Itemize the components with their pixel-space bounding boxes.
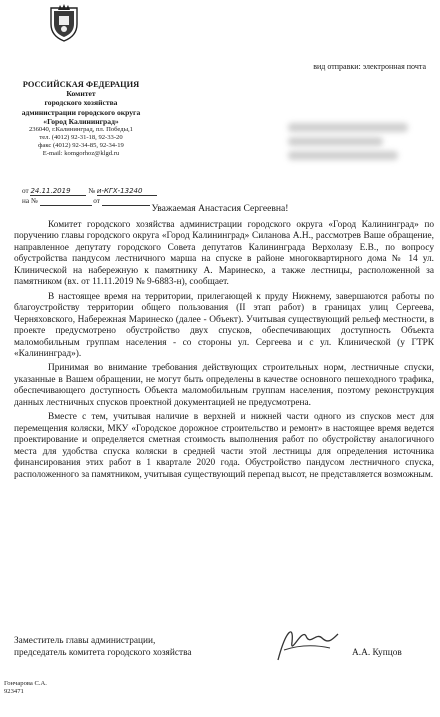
reference-prefix: на № <box>22 197 38 205</box>
paragraph: Вместе с тем, учитывая наличие в верхней и нижней части одного из спусков мест для перемещения коляски, МКУ «Городское дорожное строительство и ремонт» в настоящее время ведется проектирование и определяется сметная стоимость выполнения работ по обустройству аналогичного места для удобства спуска коляски в средней части этой лестницы для определения источника финансирования этих работ в 1 квартале 2020 года. Обустройство пандусом лестничного спуска, расположенного за памятником, учитывая существующий перепад высот, не представляется возможным. <box>14 412 434 480</box>
paragraph: Комитет городского хозяйства администрации городского округа «Город Калининград» по поручению главы городского округа «Город Калининград» Силанова А.Н., рассмотрев Ваше обращение, направленное депутату городского Совета депутатов Калининграда Верхолазу Е.В., по вопросу обустройства пандусом лестничного марша на спуске в районе многоквартирного дома № 14 ул. Клинической на набережную к памятнику А. Маринеско, а также лестницы, расположенной за памятником (вх. от 11.11.2019 № 9-6883-н), сообщает. <box>14 220 434 288</box>
letter-body <box>14 220 434 484</box>
city-coat-of-arms-icon <box>48 4 80 42</box>
org-line: городского хозяйства <box>44 98 118 108</box>
country-name: РОССИЙСКАЯ ФЕДЕРАЦИЯ <box>22 80 140 89</box>
org-line: Комитет <box>66 89 96 99</box>
org-line: администрации городского округа <box>21 107 141 117</box>
salutation: Уважаемая Анастасия Сергеевна! <box>151 203 289 214</box>
reference-from: от <box>93 197 100 205</box>
executor-phone: 923471 <box>4 688 24 696</box>
letterhead <box>6 80 156 158</box>
paragraph: В настоящее время на территории, прилегающей к пруду Нижнему, завершаются работы по благоустройству территории общего пользования (II этап работ) в границах улиц Сергеева, Черняховского, Набережная Маринеско (далее - Объект). Учитывая существующий рельеф местности, в проекте предусмотрено обустройство двух спусков, обеспечивающих доступность Объекта маломобильным группам населения - со стороны ул. Сергеева и с ул. Клинической (у ГТРК «Калининград»). <box>14 291 434 359</box>
phone-line: тел. (4012) 92-31-18, 92-33-20 <box>39 134 123 142</box>
handwritten-signature <box>272 620 342 666</box>
registration-number: и-КГХ-13240 <box>96 187 143 195</box>
signer-title <box>14 636 264 659</box>
signer-title-line: Заместитель главы администрации, <box>14 636 156 646</box>
date-prefix: от <box>22 187 29 195</box>
signer-name: А.А. Купцов <box>352 648 402 658</box>
number-sign: № <box>88 187 96 195</box>
fax-line: факс (4012) 92-34-85, 92-34-19 <box>38 142 124 150</box>
email-line: E-mail: komgorhoz@klgd.ru <box>42 150 120 158</box>
signer-title-line: председатель комитета городского хозяйства <box>14 647 192 658</box>
executor-name: Гончарова С.А. <box>4 680 47 687</box>
address-line: 236040, г.Калининград, пл. Победы,1 <box>29 126 133 134</box>
dispatch-method: вид отправки: электронная почта <box>313 62 426 71</box>
org-line: «Город Калининград» <box>43 116 119 126</box>
redacted-recipient-address <box>288 118 418 174</box>
paragraph: Принимая во внимание требования действующих строительных норм, лестничные спуски, указанные в Вашем обращении, не могут быть определены в качестве основного пешеходного трафика, обеспечивающего доступность Объекта маломобильным группам населения, поэтому реконструкция данных лестничных спусков проектной документацией не предусмотрена. <box>14 363 434 408</box>
outgoing-registration <box>22 187 157 196</box>
registration-date: 24.11.2019 <box>30 187 71 195</box>
executor-info <box>4 680 47 697</box>
